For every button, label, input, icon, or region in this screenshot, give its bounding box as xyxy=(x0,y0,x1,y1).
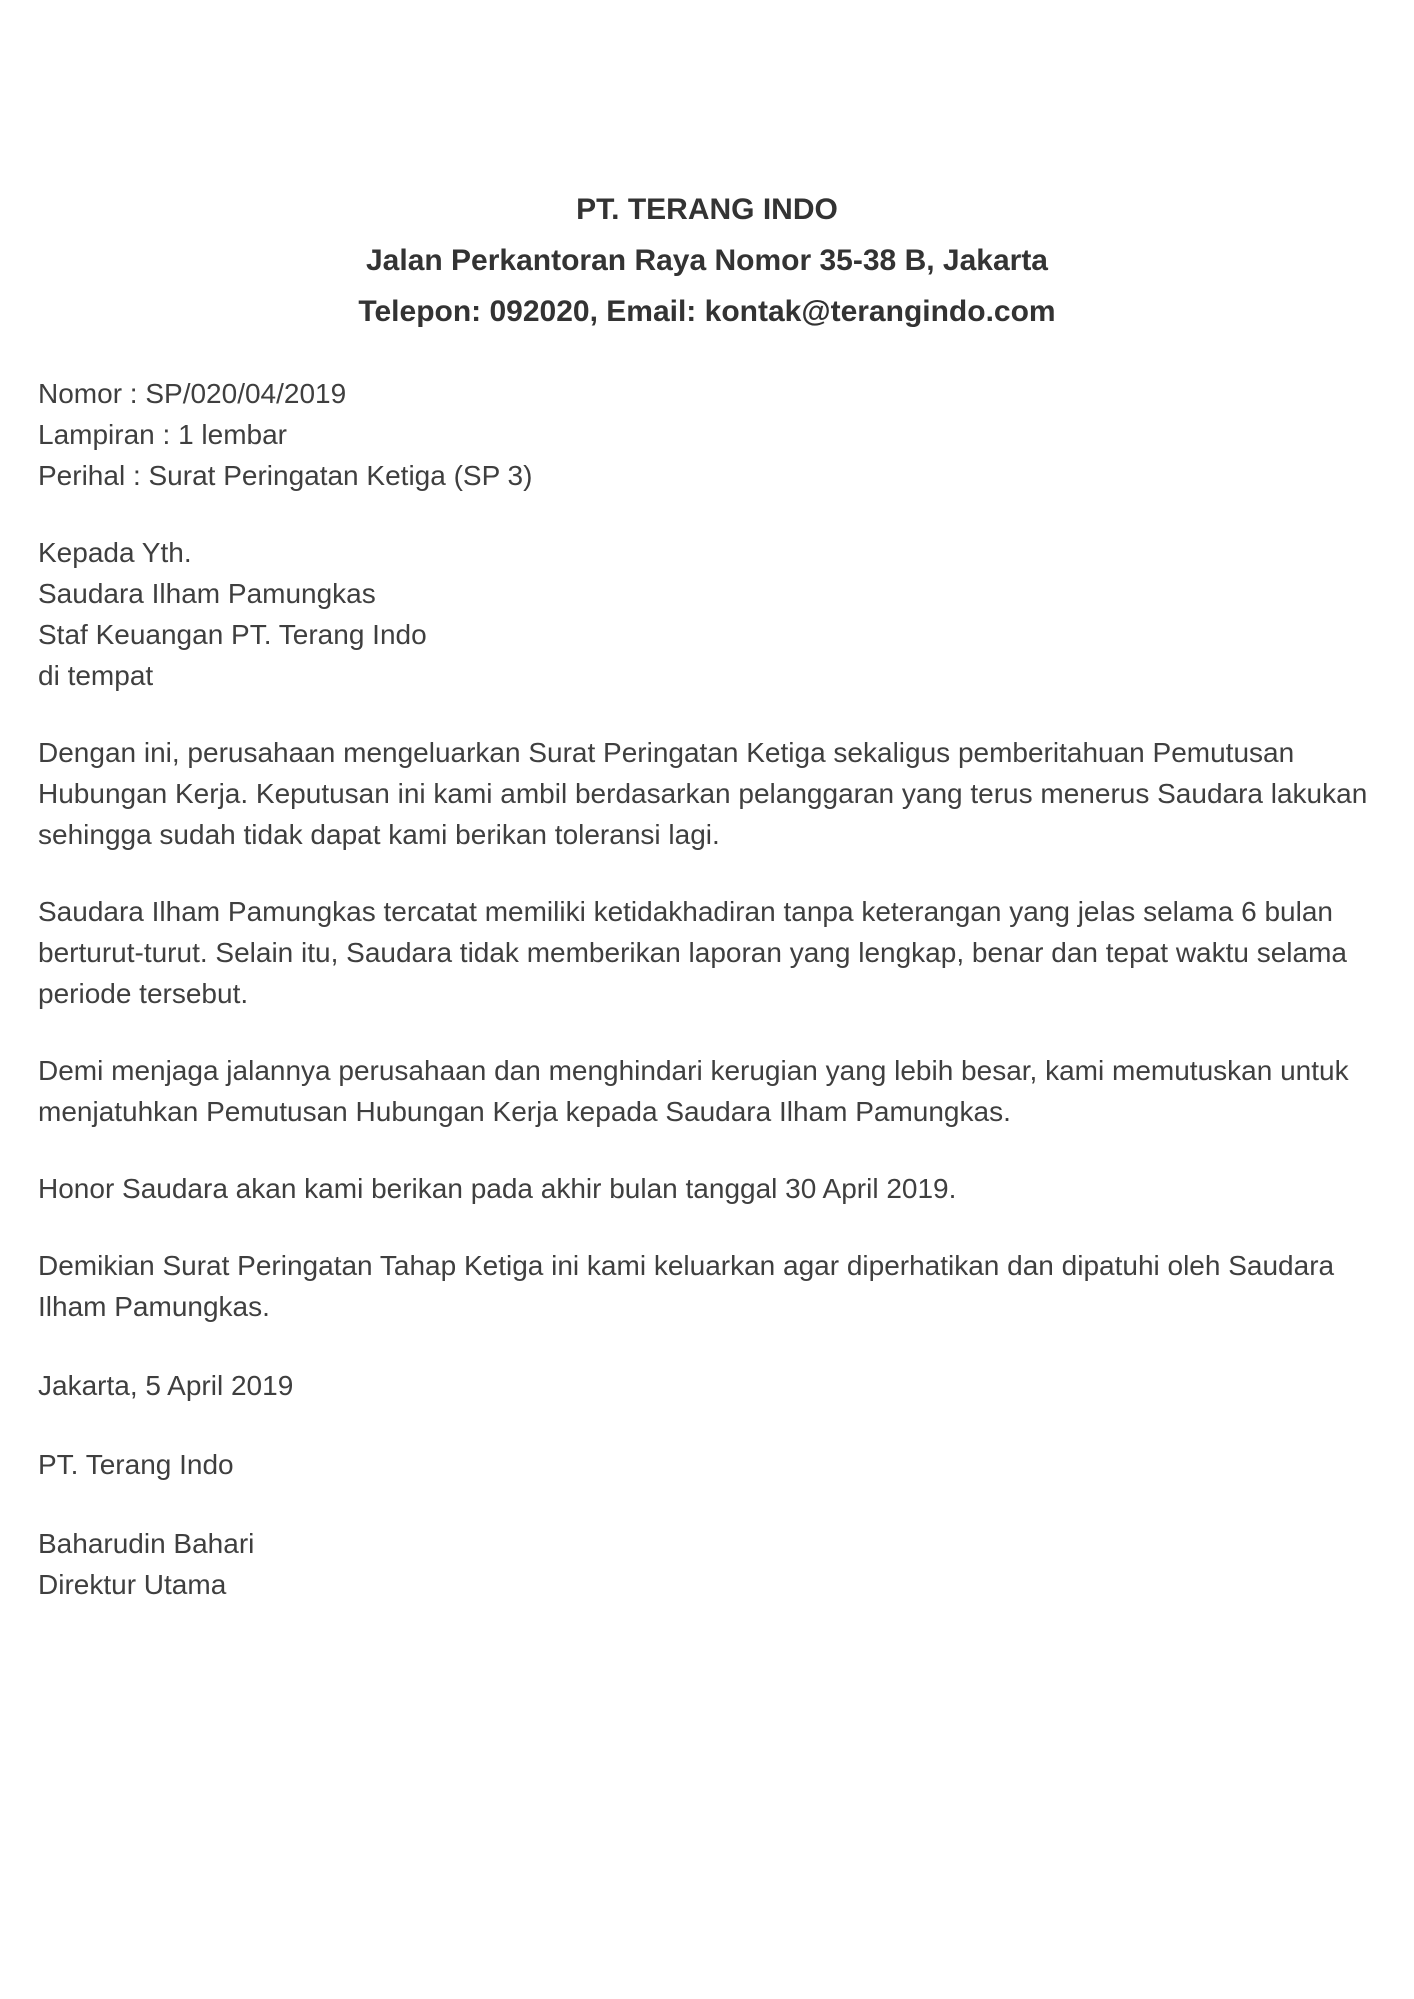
reference-subject: Perihal : Surat Peringatan Ketiga (SP 3) xyxy=(38,460,533,491)
recipient-position: Staf Keuangan PT. Terang Indo xyxy=(38,619,427,650)
recipient-name: Saudara Ilham Pamungkas xyxy=(38,578,376,609)
body-paragraph-5: Demikian Surat Peringatan Tahap Ketiga ini kami keluarkan agar diperhatikan dan dipatuhi oleh Saudara Ilham Pamungkas. xyxy=(38,1250,1335,1322)
recipient-block xyxy=(38,532,1376,696)
body-paragraph-2: Saudara Ilham Pamungkas tercatat memiliki ketidakhadiran tanpa keterangan yang jelas selama 6 bulan berturut-turut. Selain itu, Saudara tidak memberikan laporan yang lengkap, benar dan tepat waktu selama periode tersebut. xyxy=(38,896,1347,1009)
letterhead xyxy=(38,184,1376,337)
reference-number: Nomor : SP/020/04/2019 xyxy=(38,378,347,409)
body-paragraph-4: Honor Saudara akan kami berikan pada akhir bulan tanggal 30 April 2019. xyxy=(38,1173,957,1204)
body-paragraph-3: Demi menjaga jalannya perusahaan dan menghindari kerugian yang lebih besar, kami memutuskan untuk menjatuhkan Pemutusan Hubungan Kerja kepada Saudara Ilham Pamungkas. xyxy=(38,1055,1349,1127)
signer-title: Direktur Utama xyxy=(38,1569,227,1600)
body-paragraph-1: Dengan ini, perusahaan mengeluarkan Surat Peringatan Ketiga sekaligus pemberitahuan Pemutusan Hubungan Kerja. Keputusan ini kami ambil berdasarkan pelanggaran yang terus menerus Saudara lakukan sehingga sudah tidak dapat kami berikan toleransi lagi. xyxy=(38,737,1368,850)
company-name: PT. TERANG INDO xyxy=(576,193,838,226)
company-address: Jalan Perkantoran Raya Nomor 35-38 B, Jakarta xyxy=(366,244,1048,277)
reference-attachment: Lampiran : 1 lembar xyxy=(38,419,288,450)
recipient-location: di tempat xyxy=(38,660,154,691)
dateline: Jakarta, 5 April 2019 xyxy=(38,1370,294,1401)
reference-block xyxy=(38,373,1376,496)
signature-company: PT. Terang Indo xyxy=(38,1449,234,1480)
signature-block xyxy=(38,1523,1376,1605)
recipient-salutation: Kepada Yth. xyxy=(38,537,192,568)
company-contact: Telepon: 092020, Email: kontak@terangindo.com xyxy=(358,295,1056,328)
signer-name: Baharudin Bahari xyxy=(38,1528,255,1559)
